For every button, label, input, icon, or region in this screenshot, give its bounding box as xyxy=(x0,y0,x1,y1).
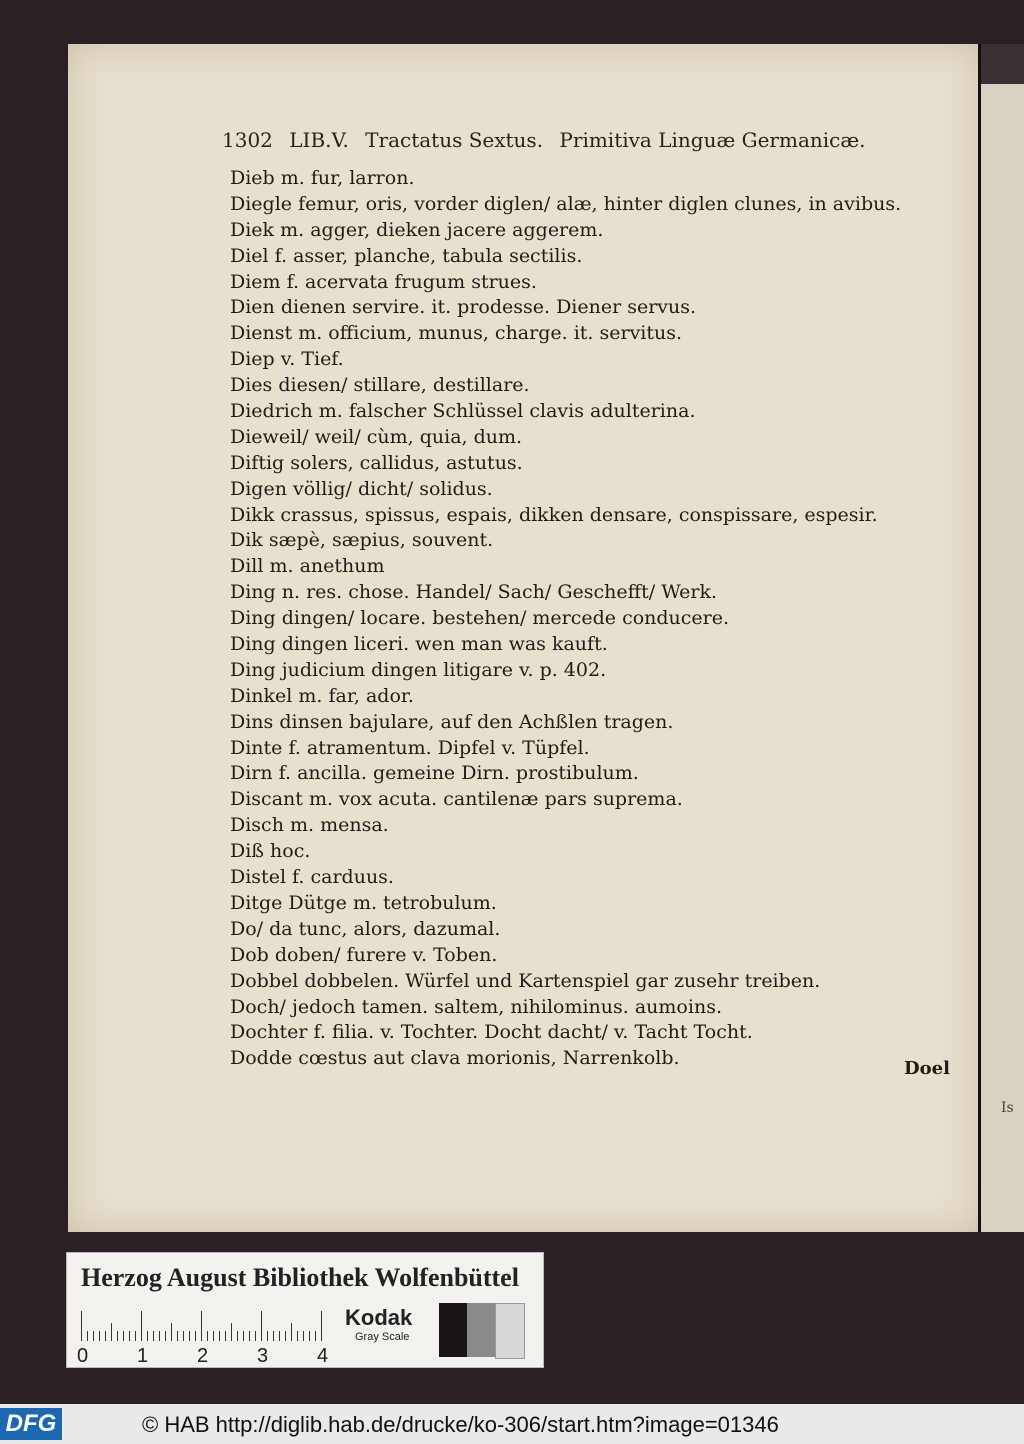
tract-title: Tractatus Sextus. xyxy=(365,128,544,152)
dictionary-entry: Ding dingen/ locare. bestehen/ mercede conducere. xyxy=(230,607,730,630)
gray-swatch-light xyxy=(495,1303,525,1359)
dictionary-entry: Distel f. carduus. xyxy=(230,866,394,889)
dictionary-entry: Ditge Dütge m. tetrobulum. xyxy=(230,891,497,914)
running-header xyxy=(222,128,876,152)
subject-title: Primitiva Linguæ Germanicæ. xyxy=(559,128,866,152)
dictionary-entry: Dik sæpè, sæpius, souvent. xyxy=(230,529,494,552)
next-page-edge xyxy=(978,44,1024,1232)
gray-swatch-dark xyxy=(439,1303,467,1357)
gray-swatch-mid xyxy=(467,1303,495,1357)
dictionary-entry: Doch/ jedoch tamen. saltem, nihilominus. aumoins. xyxy=(230,995,722,1018)
dictionary-entry: Dies diesen/ stillare, destillare. xyxy=(230,374,530,397)
dictionary-entry: Dinte f. atramentum. Dipfel v. Tüpfel. xyxy=(230,736,590,759)
dictionary-entry: Diep v. Tief. xyxy=(230,348,344,371)
page-number: 1302 xyxy=(222,128,273,152)
dictionary-entry: Dirn f. ancilla. gemeine Dirn. prostibulum. xyxy=(230,762,639,785)
dictionary-entry: Discant m. vox acuta. cantilenæ pars suprema. xyxy=(230,788,683,811)
book-number: LIB.V. xyxy=(289,128,349,152)
footer-credit[interactable]: © HAB http://diglib.hab.de/drucke/ko-306/start.htm?image=01346 xyxy=(142,1412,779,1437)
dictionary-entry: Dieb m. fur, larron. xyxy=(230,167,415,189)
institution-name: Herzog August Bibliothek Wolfenbüttel xyxy=(81,1263,519,1292)
dictionary-entry: Diek m. agger, dieken jacere aggerem. xyxy=(230,218,604,241)
dictionary-entry: Diedrich m. falscher Schlüssel clavis adulterina. xyxy=(230,400,696,423)
kodak-logo: Kodak xyxy=(345,1305,413,1330)
dictionary-entry: Ding dingen liceri. wen man was kauft. xyxy=(230,633,608,656)
dictionary-entry: Dodde cœstus aut clava morionis, Narrenkolb. xyxy=(230,1047,680,1070)
ruler-number: 4 xyxy=(317,1345,329,1367)
library-color-card xyxy=(66,1252,544,1368)
dictionary-entry: Ding n. res. chose. Handel/ Sach/ Geschefft/ Werk. xyxy=(230,581,718,604)
dictionary-entry: Dochter f. filia. v. Tochter. Docht dacht/ v. Tacht Tocht. xyxy=(230,1021,753,1044)
dictionary-entry: Ding judicium dingen litigare v. p. 402. xyxy=(230,658,607,681)
dictionary-entry: Diegle femur, oris, vorder diglen/ alæ, hinter diglen clunes, in avibus. xyxy=(230,192,902,215)
dictionary-entry: Diftig solers, callidus, astutus. xyxy=(230,451,523,474)
kodak-subtitle: Gray Scale xyxy=(355,1331,410,1343)
dictionary-entry: Diem f. acervata frugum strues. xyxy=(230,270,537,293)
page-fold xyxy=(981,44,1024,84)
ruler-icon xyxy=(81,1307,341,1341)
dictionary-entry: Dienst m. officium, munus, charge. it. servitus. xyxy=(230,322,683,345)
ruler-number: 3 xyxy=(257,1345,269,1367)
dictionary-entry: Dieweil/ weil/ cùm, quia, dum. xyxy=(230,425,523,448)
ruler-number: 2 xyxy=(197,1345,209,1367)
dictionary-entry: Dinkel m. far, ador. xyxy=(230,684,414,707)
dictionary-entry: Disch m. mensa. xyxy=(230,814,389,837)
dfg-logo: DFG xyxy=(0,1408,62,1440)
dictionary-entries xyxy=(230,166,930,1072)
ruler-number: 1 xyxy=(137,1345,149,1367)
dictionary-entry: Diß hoc. xyxy=(230,840,311,863)
dictionary-entry: Dob doben/ furere v. Toben. xyxy=(230,943,498,966)
footer-bar xyxy=(0,1404,1024,1444)
dictionary-entry: Digen völlig/ dicht/ solidus. xyxy=(230,477,493,500)
ruler-number: 0 xyxy=(77,1345,89,1367)
dictionary-entry: Do/ da tunc, alors, dazumal. xyxy=(230,917,501,940)
next-page-margin-text: Is xyxy=(1001,1100,1014,1116)
dictionary-entry: Dien dienen servire. it. prodesse. Diener servus. xyxy=(230,296,697,319)
dictionary-entry: Dill m. anethum xyxy=(230,555,385,578)
dictionary-entry: Dobbel dobbelen. Würfel und Kartenspiel gar zusehr treiben. xyxy=(230,969,821,992)
catchword: Doel xyxy=(904,1058,950,1079)
dictionary-entry: Diel f. asser, planche, tabula sectilis. xyxy=(230,244,583,267)
dictionary-entry: Dins dinsen bajulare, auf den Achßlen tragen. xyxy=(230,710,674,733)
dictionary-entry: Dikk crassus, spissus, espais, dikken densare, conspissare, espesir. xyxy=(230,503,878,526)
